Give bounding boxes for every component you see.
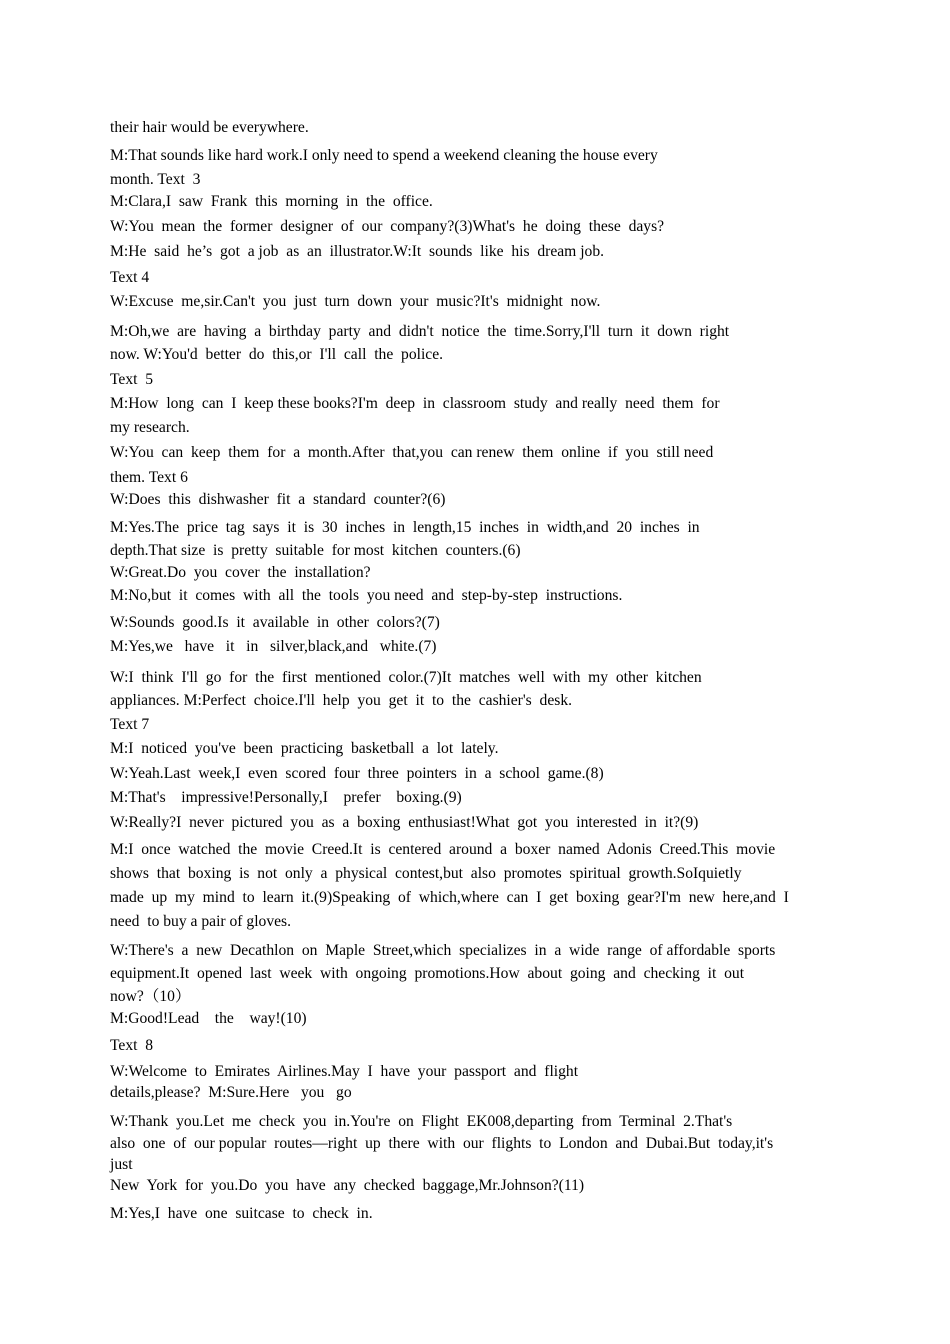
text-line: M:Clara,I saw Frank this morning in the office. [110,193,433,210]
text-line: W:There's a new Decathlon on Maple Street,which specializes in a wide range of affordable sports [110,942,776,959]
text-line: W:Welcome to Emirates Airlines.May I have your passport and flight [110,1063,579,1080]
text-line: month. Text 3 [110,171,201,188]
text-line: M:Good!Lead the way!(10) [110,1010,307,1027]
text-line: W:I think I'll go for the first mentioned color.(7)It matches well with my other kitchen [110,669,702,686]
text-line: now?（10） [110,988,191,1005]
text-line: now. W:You'd better do this,or I'll call the police. [110,346,444,363]
text-line: M:How long can I keep these books?I'm deep in classroom study and really need them for [110,395,720,412]
text-line: W:Yeah.Last week,I even scored four three pointers in a school game.(8) [110,765,604,782]
section-heading: Text 4 [110,269,150,286]
section-heading: Text 5 [110,371,154,388]
text-line: also one of our popular routes—right up there with our flights to London and Dubai.But today,it's [110,1135,774,1152]
text-line: M:He said he’s got a job as an illustrator.W:It sounds like his dream job. [110,243,605,260]
text-line: M:Yes,we have it in silver,black,and white.(7) [110,638,437,655]
text-line: W:Really?I never pictured you as a boxing enthusiast!What got you interested in it?(9) [110,814,699,831]
text-line: W:Excuse me,sir.Can't you just turn down your music?It's midnight now. [110,293,601,310]
text-line: made up my mind to learn it.(9)Speaking of which,where can I get boxing gear?I'm new here,and I [110,889,789,906]
section-heading: Text 8 [110,1037,154,1054]
text-line: just [110,1156,133,1173]
text-line: M:No,but it comes with all the tools you need and step-by-step instructions. [110,587,623,604]
text-line: need to buy a pair of gloves. [110,913,292,930]
text-line: them. Text 6 [110,469,188,486]
text-line: M:Oh,we are having a birthday party and didn't notice the time.Sorry,I'll turn it down right [110,323,730,340]
text-line: my research. [110,419,190,436]
text-line: M:That's impressive!Personally,I prefer boxing.(9) [110,789,462,806]
text-line: M:I once watched the movie Creed.It is centered around a boxer named Adonis Creed.This movie [110,841,776,858]
text-line: shows that boxing is not only a physical contest,but also promotes spiritual growth.SoIquietly [110,865,742,882]
text-line: depth.That size is pretty suitable for most kitchen counters.(6) [110,542,521,559]
text-line: W:Does this dishwasher fit a standard counter?(6) [110,491,446,508]
text-line: W:Sounds good.Is it available in other colors?(7) [110,614,440,631]
text-line: New York for you.Do you have any checked baggage,Mr.Johnson?(11) [110,1177,585,1194]
text-line: W:Great.Do you cover the installation? [110,564,371,581]
text-line: M:That sounds like hard work.I only need to spend a weekend cleaning the house every [110,147,658,164]
text-line: W:Thank you.Let me check you in.You're on Flight EK008,departing from Terminal 2.That's [110,1113,733,1130]
text-line: M:Yes.The price tag says it is 30 inches in length,15 inches in width,and 20 inches in [110,519,700,536]
text-line: M:I noticed you've been practicing basketball a lot lately. [110,740,499,757]
text-line: W:You mean the former designer of our company?(3)What's he doing these days? [110,218,665,235]
text-line: equipment.It opened last week with ongoing promotions.How about going and checking it out [110,965,745,982]
text-line: M:Yes,I have one suitcase to check in. [110,1205,373,1222]
text-line: their hair would be everywhere. [110,119,309,136]
text-line: W:You can keep them for a month.After that,you can renew them online if you still need [110,444,714,461]
text-line: appliances. M:Perfect choice.I'll help you get it to the cashier's desk. [110,692,573,709]
section-heading: Text 7 [110,716,150,733]
text-line: details,please? M:Sure.Here you go [110,1084,352,1101]
